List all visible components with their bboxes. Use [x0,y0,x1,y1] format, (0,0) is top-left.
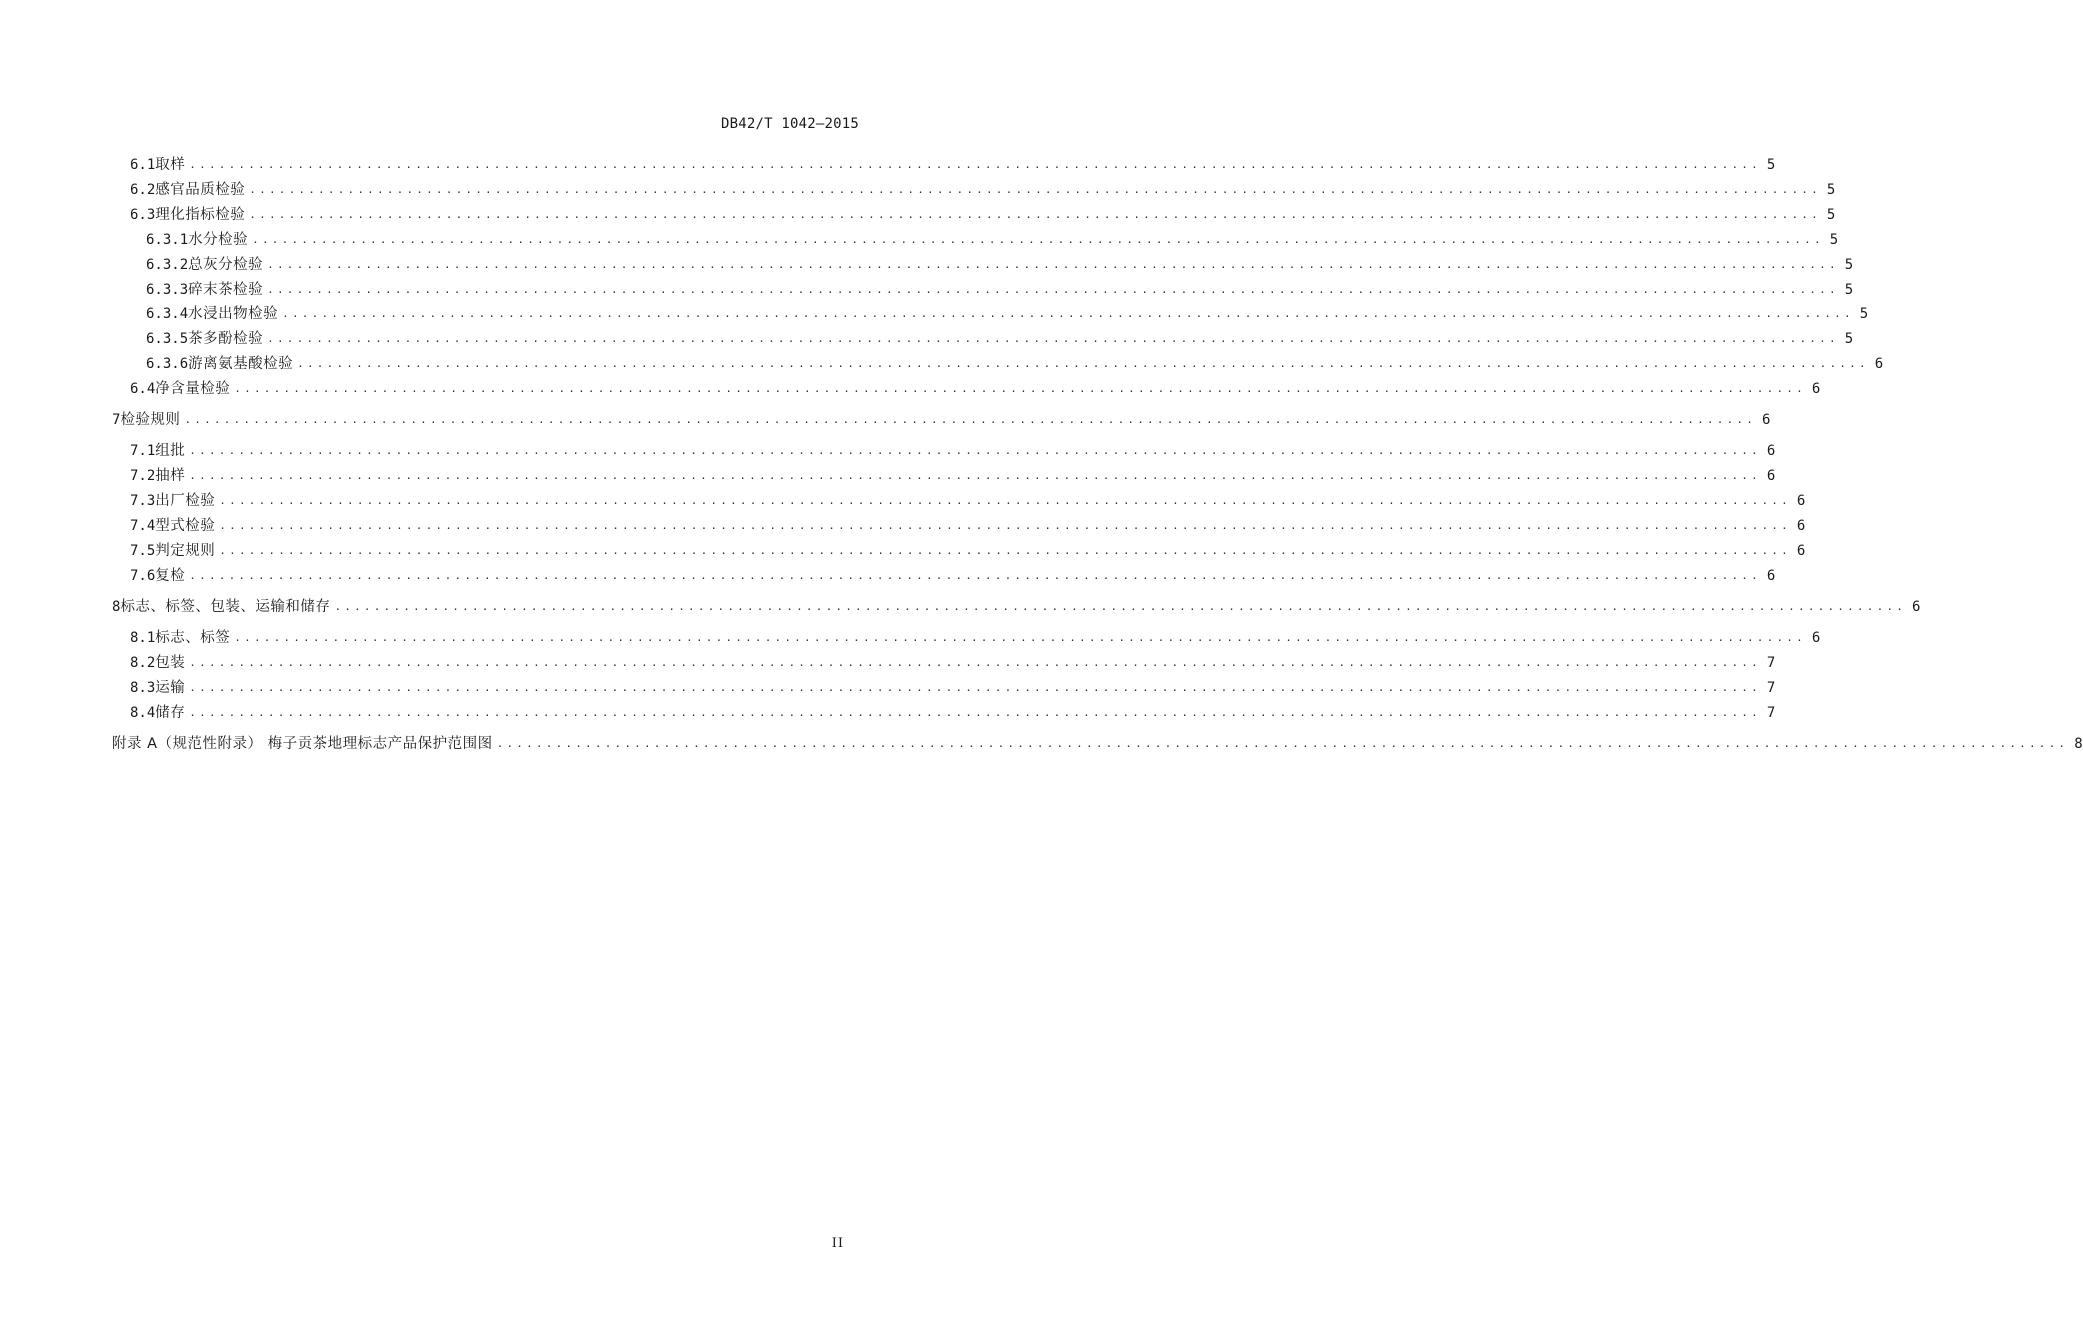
toc-entry-page: 7 [1766,655,1776,671]
toc-entry[interactable] [0,465,1776,487]
toc-entry-title: 茶多酚检验 [188,331,264,347]
toc-entry-number: 7.3 [130,493,156,509]
toc-entry-title: 感官品质检验 [155,182,246,198]
toc-entry-title: 水分检验 [188,232,249,248]
toc-entry-number: 8.2 [130,655,156,671]
toc-entry-title: 抽样 [155,468,186,484]
toc-entry-page: 6 [1766,443,1776,459]
toc-leader-dots [184,409,1756,431]
toc-entry-page: 5 [1844,257,1854,273]
toc-entry-page: 5 [1844,282,1854,298]
toc-leader-dots [282,303,1854,325]
toc-entry-number: 6.3 [130,207,156,223]
toc-leader-dots [189,677,1761,699]
toc-entry-page: 5 [1859,306,1869,322]
toc-entry-appendix-a[interactable] [0,733,2083,755]
toc-entry-title: 检验规则 [120,412,181,428]
toc-entry[interactable] [0,515,1806,537]
toc-leader-dots [189,652,1761,674]
toc-entry-number: 6.1 [130,157,156,173]
toc-entry-number: 6.3.2 [146,257,189,273]
toc-entry-page: 6 [1796,493,1806,509]
toc-entry[interactable] [0,303,1869,325]
toc-entry-page: 6 [1811,381,1821,397]
toc-leader-dots [234,378,1806,400]
toc-entry[interactable] [0,565,1776,587]
toc-entry[interactable] [0,627,1821,649]
toc-entry-title: 型式检验 [155,518,216,534]
toc-entry-title: 运输 [155,680,186,696]
toc-entry-page: 6 [1796,518,1806,534]
toc-leader-dots [234,627,1806,649]
toc-leader-dots [219,515,1791,537]
toc-entry-page: 5 [1766,157,1776,173]
toc-entry-title: 标志、标签 [155,630,231,646]
toc-entry[interactable] [0,677,1776,699]
toc-entry[interactable] [0,179,1836,201]
toc-entry-page: 6 [1766,468,1776,484]
toc-entry-page: 5 [1826,182,1836,198]
toc-entry[interactable] [0,353,1884,375]
toc-entry-title: 包装 [155,655,186,671]
toc-leader-dots [219,490,1791,512]
toc-entry-title: 出厂检验 [155,493,216,509]
toc-entry-number: 6.3.3 [146,282,189,298]
toc-entry-page: 5 [1844,331,1854,347]
toc-leader-dots [249,179,1821,201]
toc-leader-dots [189,440,1761,462]
toc-entry-number: 8 [112,599,121,615]
toc-entry-title: 水浸出物检验 [188,306,279,322]
toc-entry-page: 7 [1766,680,1776,696]
toc-entry-page: 6 [1811,630,1821,646]
toc-entry-title: 净含量检验 [155,381,231,397]
toc-entry-number: 7.2 [130,468,156,484]
toc-leader-dots [297,353,1869,375]
toc-entry-title: 碎末茶检验 [188,282,264,298]
toc-entry-title: 判定规则 [155,543,216,559]
toc-entry[interactable] [0,328,1854,350]
page-number: II [831,1236,844,1251]
toc-leader-dots [267,254,1839,276]
toc-entry[interactable] [0,490,1806,512]
toc-leader-dots [189,702,1761,724]
toc-entry[interactable] [0,154,1776,176]
toc-leader-dots [267,328,1839,350]
toc-entry-page: 8 [2074,736,2083,752]
toc-entry-title: 复检 [155,568,186,584]
toc-entry-title: 标志、标签、包装、运输和储存 [120,599,331,615]
toc-entry[interactable] [0,702,1776,724]
toc-entry[interactable] [0,409,1771,431]
toc-leader-dots [189,565,1761,587]
toc-entry-number: 6.3.1 [146,232,189,248]
toc-entry-page: 6 [1874,356,1884,372]
toc-entry-title: 组批 [155,443,186,459]
toc-entry-page: 6 [1912,599,1921,615]
toc-leader-dots [267,279,1839,301]
toc-entry-page: 6 [1796,543,1806,559]
toc-entry-number: 6.3.5 [146,331,189,347]
toc-entry[interactable] [0,254,1854,276]
toc-entry-page: 6 [1762,412,1771,428]
toc-entry-number: 8.3 [130,680,156,696]
toc-leader-dots [249,204,1821,226]
toc-entry-number: 8.4 [130,705,156,721]
toc-leader-dots [219,540,1791,562]
toc-entry-number: 6.3.4 [146,306,189,322]
toc-entry-title: 理化指标检验 [155,207,246,223]
toc-entry[interactable] [0,540,1806,562]
toc-entry[interactable] [0,204,1836,226]
toc-leader-dots [497,733,2069,755]
toc-entry-title: 游离氨基酸检验 [188,356,294,372]
toc-leader-dots [189,154,1761,176]
toc-leader-dots [189,465,1761,487]
toc-entry-number: 7.4 [130,518,156,534]
toc-entry-number: 6.4 [130,381,156,397]
toc-entry-title: 总灰分检验 [188,257,264,273]
toc-entry-page: 7 [1766,705,1776,721]
toc-entry-number: 7.1 [130,443,156,459]
toc-entry-number: 7.5 [130,543,156,559]
toc-entry-title: 附录 A（规范性附录） 梅子贡茶地理标志产品保护范围图 [112,736,493,752]
toc-entry[interactable] [0,279,1854,301]
toc-entry[interactable] [0,596,1921,618]
toc-entry-number: 7.6 [130,568,156,584]
toc-entry[interactable] [0,378,1821,400]
toc-entry-number: 8.1 [130,630,156,646]
toc-entry-page: 6 [1766,568,1776,584]
toc-entry[interactable] [0,440,1776,462]
toc-entry-page: 5 [1829,232,1839,248]
document-code: DB42/T 1042—2015 [720,116,859,132]
toc-entry-number: 6.2 [130,182,156,198]
toc-entry[interactable] [0,652,1776,674]
toc-entry-title: 储存 [155,705,186,721]
toc-leader-dots [334,596,1906,618]
toc-entry-title: 取样 [155,157,186,173]
toc-entry[interactable] [0,229,1839,251]
toc-leader-dots [252,229,1824,251]
toc-entry-number: 6.3.6 [146,356,189,372]
toc-entry-number: 7 [112,412,121,428]
toc-entry-page: 5 [1826,207,1836,223]
